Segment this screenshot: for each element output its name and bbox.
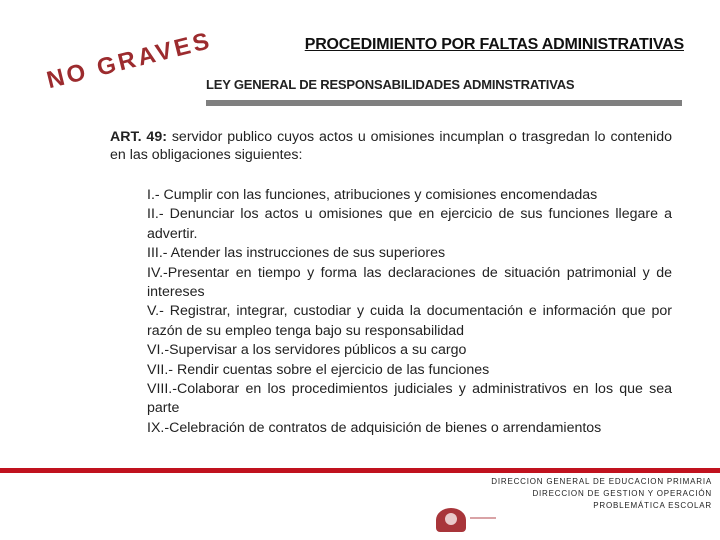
page-title: PROCEDIMIENTO POR FALTAS ADMINISTRATIVAS bbox=[304, 36, 684, 53]
list-item: V.- Registrar, integrar, custodiar y cuida la documentación e información que por razón de su empleo tenga bajo su responsabilidad bbox=[147, 303, 672, 339]
footer-line-1: DIRECCION GENERAL DE EDUCACION PRIMARIA bbox=[491, 477, 712, 486]
footer-line-2: DIRECCION DE GESTION Y OPERACIÓN bbox=[532, 489, 712, 498]
list-item: IV.-Presentar en tiempo y forma las declaraciones de situación patrimonial y de intereses bbox=[147, 264, 672, 301]
list-item: II.- Denunciar los actos u omisiones que en ejercicio de sus funciones llegare a advertir. bbox=[147, 206, 672, 242]
footer-line-3: PROBLEMÁTICA ESCOLAR bbox=[593, 501, 712, 510]
article-paragraph bbox=[110, 128, 672, 164]
list-item: VIII.-Colaborar en los procedimientos judiciales y administrativos en los que sea parte bbox=[147, 381, 672, 417]
list-item: VI.-Supervisar a los servidores públicos a su cargo bbox=[147, 342, 467, 359]
category-watermark: NO GRAVES bbox=[44, 27, 215, 95]
list-item: IX.-Celebración de contratos de adquisición de bienes o arrendamientos bbox=[147, 419, 602, 436]
list-item: VII.- Rendir cuentas sobre el ejercicio de las funciones bbox=[147, 361, 490, 378]
list-item: III.- Atender las instrucciones de sus superiores bbox=[147, 245, 446, 262]
title-divider bbox=[206, 100, 682, 106]
article-label: ART. 49: bbox=[110, 129, 167, 145]
footer-text bbox=[452, 476, 712, 512]
list-item: I.- Cumplir con las funciones, atribuciones y comisiones encomendadas bbox=[147, 187, 598, 203]
logo-emblem-icon bbox=[445, 513, 457, 525]
logo-mark-line bbox=[470, 517, 496, 519]
footer-accent-bar bbox=[0, 468, 720, 473]
article-text: servidor publico cuyos actos u omisiones incumplan o trasgredan lo contenido en las obligaciones siguientes: bbox=[110, 129, 672, 163]
page-subtitle: LEY GENERAL DE RESPONSABILIDADES ADMINSTRATIVAS bbox=[206, 77, 575, 92]
obligations-list bbox=[147, 186, 672, 438]
